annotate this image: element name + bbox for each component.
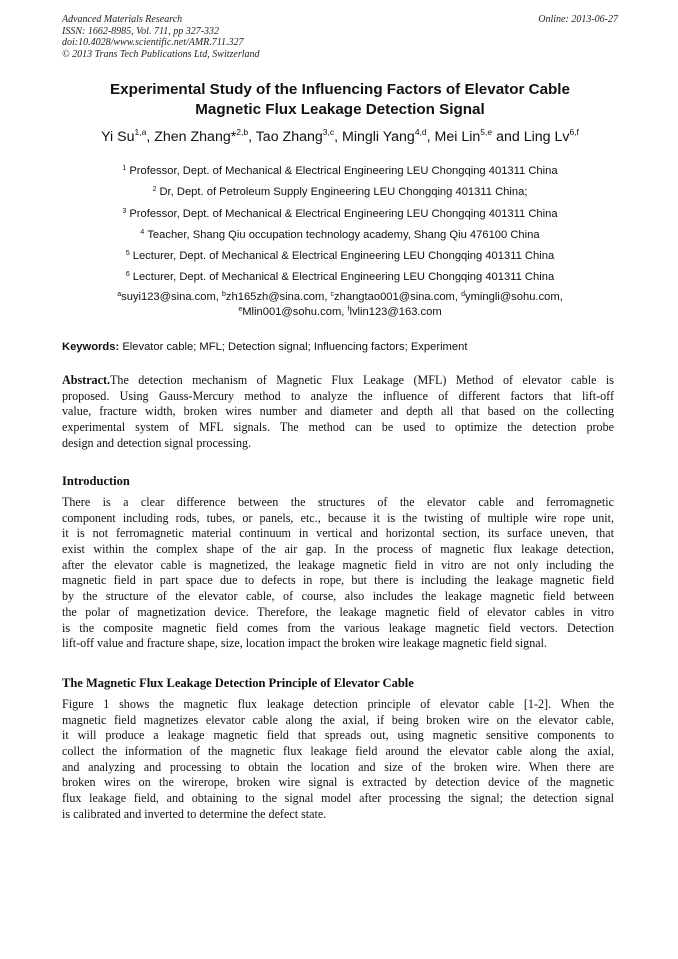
author-separator: ,	[146, 129, 155, 145]
abstract-text: The detection mechanism of Magnetic Flux Leakage (MFL) Method of elevator cable is	[110, 373, 614, 387]
author-name: Mei Lin	[434, 129, 481, 145]
author-list	[40, 127, 640, 147]
paragraph-line: by the structure of the elevator cable, of course, also includes the leakage magnetic field between	[62, 589, 614, 604]
running-header	[62, 14, 618, 60]
affiliation-line	[50, 182, 630, 203]
paragraph-line: magnetic field magnetizes elevator cable along the axial, if being broken wire on the elevator cable,	[62, 712, 614, 727]
email-address[interactable]: zhangtao001@sina.com	[334, 291, 455, 303]
email-line-1: $^a$suyi123@sina.com, $^b$zh165zh@sina.com, $^c$zhangtao001@sina.com, $^d$ymingli@sohu.com,	[117, 291, 563, 303]
author-name: Ling Lv	[523, 129, 570, 145]
affiliation-line	[50, 246, 630, 267]
author-name: Tao Zhang	[255, 129, 323, 145]
email-address[interactable]: zh165zh@sina.com	[225, 291, 325, 303]
email-list	[50, 290, 630, 320]
issn-line: ISSN: 1662-8985, Vol. 711, pp 327-332	[62, 25, 220, 37]
author-name: Mingli Yang	[342, 129, 415, 145]
abstract-line: experimental system of MFL signals. The method can be used to optimize the detection probe	[62, 420, 614, 435]
email-key: b	[222, 291, 226, 298]
abstract-line	[62, 373, 614, 389]
abstract	[62, 373, 614, 451]
author-affiliation-mark: 3,c	[322, 127, 335, 137]
affiliation-text: Lecturer, Dept. of Mechanical & Electrical Engineering LEU Chongqing 401311 China	[132, 271, 555, 284]
paragraph-line: component including rods, tubes, or panels, etc., because it is the twisting of multiple wire rope unit,	[62, 510, 614, 525]
affiliation-text: Professor, Dept. of Mechanical & Electrical Engineering LEU Chongqing 401311 China	[129, 207, 558, 220]
paragraph-line: Figure 1 shows the magnetic flux leakage detection principle of elevator cable [1-2]. When the	[62, 697, 614, 711]
author-separator: ,	[334, 129, 342, 145]
paragraph-line: lift-off value and fracture shape, size, location impact the broken wire leakage magnetic field signal.	[62, 636, 548, 651]
affiliation-number: 4	[140, 228, 145, 236]
affiliation-text: Dr, Dept. of Petroleum Supply Engineering LEU Chongqing 401311 China;	[159, 186, 528, 199]
affiliation-list	[50, 161, 630, 289]
abstract-line: value, fracture width, broken wires number and diameter and depth all that based on the collecting	[62, 404, 614, 419]
author-separator: and	[492, 129, 524, 145]
affiliation-number: 1	[122, 165, 127, 172]
journal-name: Advanced Materials Research	[62, 14, 183, 25]
affiliation-text: Professor, Dept. of Mechanical & Electrical Engineering LEU Chongqing 401311 China	[129, 165, 558, 177]
author-affiliation-mark: 4,d	[414, 127, 427, 137]
keywords-text: Elevator cable; MFL; Detection signal; Influencing factors; Experiment	[122, 341, 468, 353]
author-affiliation-mark: 6,f	[569, 127, 579, 137]
abstract-label: Abstract.	[62, 373, 111, 387]
paragraph-line: it is not ferromagnetic material continuum in vertical and horizontal section, its surface uneven, that	[62, 526, 614, 541]
author-name: Yi Su	[101, 129, 135, 145]
title-line-1: Experimental Study of the Influencing Factors of Elevator Cable	[110, 81, 570, 98]
doi-line: doi:10.4028/www.scientific.net/AMR.711.327	[62, 37, 244, 48]
email-key: e	[238, 306, 243, 313]
paragraph-line: is calibrated and inverted to determine the defect state.	[62, 806, 327, 821]
paragraph-line: and analyzing and processing to obtain the location and size of the broken wire. When there are	[62, 759, 614, 774]
paragraph-line: after the elevator cable is magnetized, the leakage magnetic field in vitro are not only including the	[62, 557, 614, 572]
paragraph-line: is the composite magnetic field comes from the various leakage magnetic field vectors. Detection	[62, 620, 614, 635]
paragraph-line: the polar of magnetization device. Therefore, the leakage magnetic field of elevator cables in vitro	[62, 604, 614, 619]
affiliation-number: 3	[122, 207, 127, 215]
principle-heading: The Magnetic Flux Leakage Detection Principle of Elevator Cable	[62, 676, 414, 690]
author-affiliation-mark: 1,a	[134, 127, 147, 137]
copyright-line: © 2013 Trans Tech Publications Ltd, Switzerland	[62, 48, 260, 60]
affiliation-text: Lecturer, Dept. of Mechanical & Electrical Engineering LEU Chongqing 401311 China	[132, 250, 555, 263]
online-date: Online: 2013-06-27	[538, 14, 618, 25]
title-line-2: Magnetic Flux Leakage Detection Signal	[195, 101, 485, 118]
paragraph-line: collect the information of the magnetic flux leakage field around the elevator cable along the axial,	[62, 744, 614, 759]
paragraph-line: exist within the complex shape of the air gap. In the process of magnetic flux leakage detection,	[62, 542, 614, 557]
affiliation-text: Teacher, Shang Qiu occupation technology academy, Shang Qiu 476100 China	[147, 228, 540, 241]
introduction-heading: Introduction	[62, 474, 130, 488]
paragraph-line: magnetic field in part space due to defects in rope, but there is including the leakage magnetic field	[62, 573, 614, 588]
email-key: d	[461, 291, 465, 298]
paragraph-line: flux leakage field, and obtaining to the signal model after processing the signal; the detection signal	[62, 791, 614, 806]
abstract-line: design and detection signal processing.	[62, 435, 252, 450]
author-name: Zhen Zhang*	[154, 129, 237, 145]
author-affiliation-mark: 2,b	[236, 127, 249, 137]
principle-paragraph	[62, 697, 614, 823]
paragraph-line: broken wires on the wirerope, broken wire signal is extracted by detection device of the magnetic	[62, 775, 614, 790]
paragraph-line: There is a clear difference between the structures of the elevator cable and ferromagnetic	[62, 495, 614, 509]
affiliation-number: 2	[152, 186, 157, 194]
affiliation-line	[50, 204, 630, 225]
email-key: a	[117, 291, 122, 298]
email-address[interactable]: Mlin001@sohu.com	[242, 306, 342, 318]
keywords-label: Keywords:	[62, 341, 120, 353]
email-address[interactable]: lvlin123@163.com	[349, 306, 442, 318]
email-key: f	[347, 306, 350, 313]
author-affiliation-mark: 5,e	[480, 127, 493, 137]
email-key: c	[330, 291, 335, 298]
affiliation-line	[50, 267, 630, 288]
paper-title	[62, 80, 618, 120]
author-separator: ,	[426, 129, 435, 145]
introduction-paragraph	[62, 495, 614, 652]
affiliation-number: 6	[125, 271, 130, 279]
abstract-line: proposed. Using Gauss-Mercury method to analyze the influence of different factors that lift-off	[62, 388, 614, 403]
affiliation-number: 5	[125, 250, 130, 258]
email-line-2: $^e$Mlin001@sohu.com, $^f$lvlin123@163.com	[238, 306, 442, 318]
author-separator: ,	[248, 129, 256, 145]
email-address[interactable]: ymingli@sohu.com	[465, 291, 560, 303]
publication-info	[62, 14, 618, 60]
keywords	[62, 340, 622, 355]
affiliation-line	[50, 225, 630, 246]
affiliation-line	[50, 161, 630, 182]
paragraph-line: it will produce a leakage magnetic field that spreads out, using magnetic sensitive components to	[62, 728, 614, 743]
email-address[interactable]: suyi123@sina.com	[121, 291, 216, 303]
